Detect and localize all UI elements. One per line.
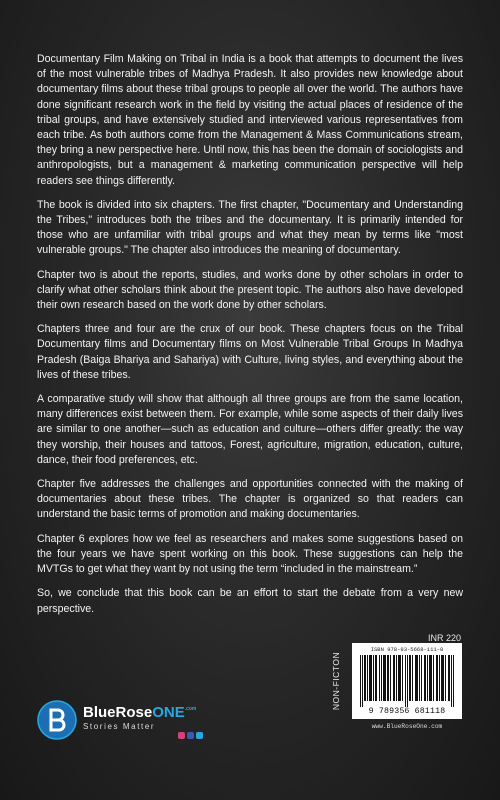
social-icons	[178, 732, 203, 739]
price-label: INR 220	[428, 633, 462, 643]
paragraph-8: So, we conclude that this book can be an effort to start the debate from a very new perspective.	[37, 587, 463, 615]
twitter-icon	[196, 732, 203, 739]
barcode-bars	[360, 655, 454, 707]
publisher-name-part1: BlueRose	[83, 704, 153, 721]
paragraph-3: Chapter two is about the reports, studies, and works done by other scholars in order to clarify what other scholars think about the present topic. The authors also have developed their own research based on the work done by other scholars.	[37, 268, 463, 312]
paragraph-2: The book is divided into six chapters. The first chapter, "Documentary and Understanding the Tribes," introduces both the tribes and the documentary. It is primarily intended for those who are unfamiliar with tribal groups and what they mean by terms like "most vulnerable groups." The chapter also introduces the meaning of documentary.	[37, 198, 463, 257]
publisher-name-part2: ONE	[152, 704, 185, 721]
isbn-label: ISBN 978-93-5668-111-8	[370, 646, 444, 653]
paragraph-1: Documentary Film Making on Tribal in India is a book that attempts to document the lives of the most vulnerable tribes of Madhya Pradesh. It also provides new knowledge about documentary films about these tribal groups to people all over the world. The authors have done significant research work in the field by visiting the actual places of residence of the tribal groups, and have extensively studied and interviewed various representatives from each tribe. As both authors come from the Management & Mass Communications stream, they bring a new perspective here. Until now, this has been the domain of sociologists and anthropologists, but a management & marketing communication perspective will help readers see things differently.	[37, 53, 463, 187]
instagram-icon	[178, 732, 185, 739]
facebook-icon	[187, 732, 194, 739]
publisher-name	[83, 704, 196, 721]
paragraph-5: A comparative study will show that although all three groups are from the same location, many differences exist between them. For example, while some aspects of their daily lives are similar to one another—such as education and culture—others differ greatly: the way they worship, their houses and tattoos, Forest, agriculture, migration, education, culture, dance, their food preferences, etc.	[37, 393, 463, 466]
back-cover-text	[37, 52, 463, 626]
paragraph-6: Chapter five addresses the challenges and opportunities connected with the making of documentaries about these tribes. The chapter is organized so that readers can understand the basic terms of promotion and making documentaries.	[37, 478, 463, 521]
paragraph-4: Chapters three and four are the crux of our book. These chapters focus on the Tribal Documentary films and Documentary films on Most Vulnerable Tribal Groups In Madhya Pradesh (Baiga Bhariya and Sahariya) with Culture, living styles, and everything about the lives of these tribes.	[37, 323, 463, 381]
publisher-tagline: Stories Matter	[83, 722, 156, 731]
publisher-suffix: .com	[184, 706, 197, 712]
category-label: NON-FICTON	[331, 651, 341, 711]
paragraph-7: Chapter 6 explores how we feel as researchers and makes some suggestions based on the four years we have spent working on this book. These suggestions can help the MVTGs to get what they want by not using the term “included in the mainstream.”	[37, 532, 463, 576]
barcode	[352, 643, 462, 719]
website-url: www.BlueRoseOne.com	[371, 723, 443, 730]
isbn-number: 9 789356 681118	[368, 707, 446, 716]
logo-b-icon	[37, 700, 77, 740]
